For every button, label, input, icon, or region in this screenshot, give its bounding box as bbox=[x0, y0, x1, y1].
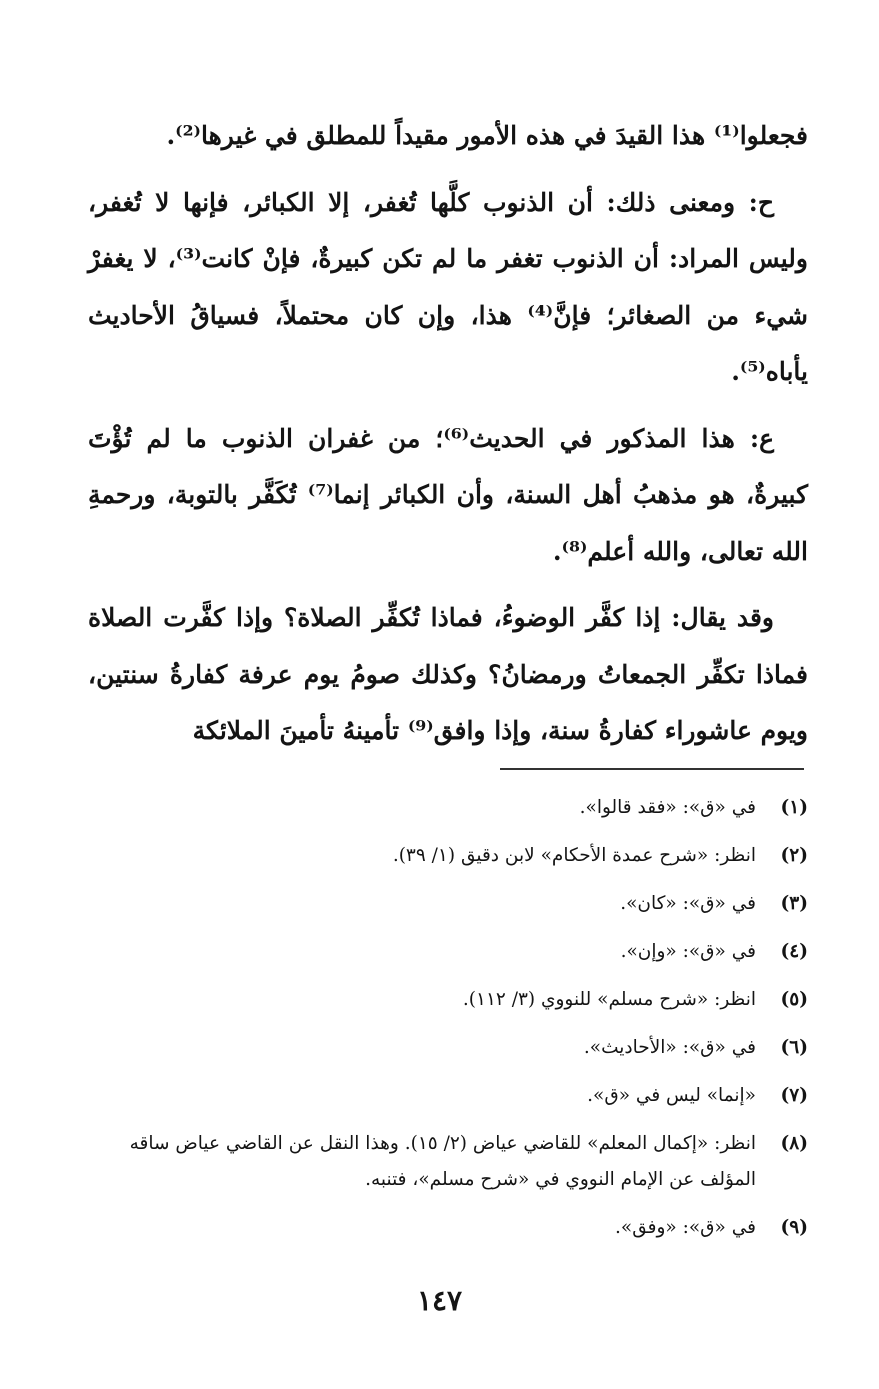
footnote-2 bbox=[88, 838, 808, 874]
footnote-9 bbox=[88, 1210, 808, 1246]
page-number: ١٤٧ bbox=[416, 1284, 463, 1317]
footnote-1 bbox=[88, 790, 808, 826]
footnote-number: (٥) bbox=[780, 989, 808, 1010]
paragraph-4: وقد يقال: إذا كفَّر الوضوءُ، فماذا تُكفِّر الصلاة؟ وإذا كفَّرت الصلاة فماذا تكفِّر الجمعاتُ ورمضانُ؟ وكذلك صومُ يوم عرفة كفارةُ سنتين، ويوم عاشوراء كفارةُ سنة، وإذا وافق⁽⁹⁾ تأمينهُ تأمينَ الملائكة bbox=[88, 603, 808, 745]
footnote-text: في «ق»: «كان». bbox=[620, 893, 756, 914]
footnote-number: (٧) bbox=[780, 1085, 808, 1106]
paragraph-2: ح: ومعنى ذلك: أن الذنوب كلَّها تُغفر، إلا الكبائر، فإنها لا تُغفر، وليس المراد: أن الذنوب تغفر ما لم تكن كبيرةٌ، فإنْ كانت⁽³⁾، لا يغفرْ شيء من الصغائر؛ فإنَّ⁽⁴⁾ هذا، وإن كان محتملاً، فسياقُ الأحاديث يأباه⁽⁵⁾. bbox=[88, 187, 808, 386]
footnote-text: انظر: «شرح عمدة الأحكام» لابن دقيق (١/ ٣٩). bbox=[392, 845, 756, 866]
footnote-text: في «ق»: «فقد قالوا». bbox=[579, 797, 756, 818]
footnote-4 bbox=[88, 934, 808, 970]
main-text-block bbox=[88, 108, 808, 770]
footnote-text: انظر: «إكمال المعلم» للقاضي عياض (٢/ ١٥). وهذا النقل عن القاضي عياض ساقه المؤلف عن الإمام النووي في «شرح مسلم»، فتنبه. bbox=[129, 1133, 756, 1190]
footnote-8 bbox=[88, 1126, 808, 1198]
footnote-text: في «ق»: «وفق». bbox=[615, 1217, 756, 1238]
footnotes-list bbox=[88, 790, 808, 1258]
footnote-number: (٣) bbox=[780, 893, 808, 914]
body-text bbox=[88, 108, 808, 760]
paragraph-3: ع: هذا المذكور في الحديث⁽⁶⁾؛ من غفران الذنوب ما لم تُؤْتَ كبيرةٌ، هو مذهبُ أهل السنة، وأن الكبائر إنما⁽⁷⁾ تُكَفَّر بالتوبة، ورحمةِ الله تعالى، والله أعلم⁽⁸⁾. bbox=[88, 423, 808, 566]
footnote-text: انظر: «شرح مسلم» للنووي (٣/ ١١٢). bbox=[462, 989, 756, 1010]
footnote-7 bbox=[88, 1078, 808, 1114]
footnote-3 bbox=[88, 886, 808, 922]
footnote-text: في «ق»: «الأحاديث». bbox=[583, 1037, 756, 1058]
footnote-number: (٦) bbox=[780, 1037, 808, 1058]
footnote-number: (١) bbox=[780, 797, 808, 818]
footnote-number: (٤) bbox=[780, 941, 808, 962]
footnote-6 bbox=[88, 1030, 808, 1066]
paragraph-1: فجعلوا⁽¹⁾ هذا القيدَ في هذه الأمور مقيداً للمطلق في غيرها⁽²⁾. bbox=[166, 121, 808, 150]
footnote-text: «إنما» ليس في «ق». bbox=[587, 1085, 756, 1106]
footnote-text: في «ق»: «وإن». bbox=[620, 941, 756, 962]
footnote-divider bbox=[500, 768, 804, 770]
footnote-number: (٨) bbox=[780, 1133, 808, 1154]
footnote-5 bbox=[88, 982, 808, 1018]
footnote-number: (٢) bbox=[780, 845, 808, 866]
footnote-number: (٩) bbox=[780, 1217, 808, 1238]
